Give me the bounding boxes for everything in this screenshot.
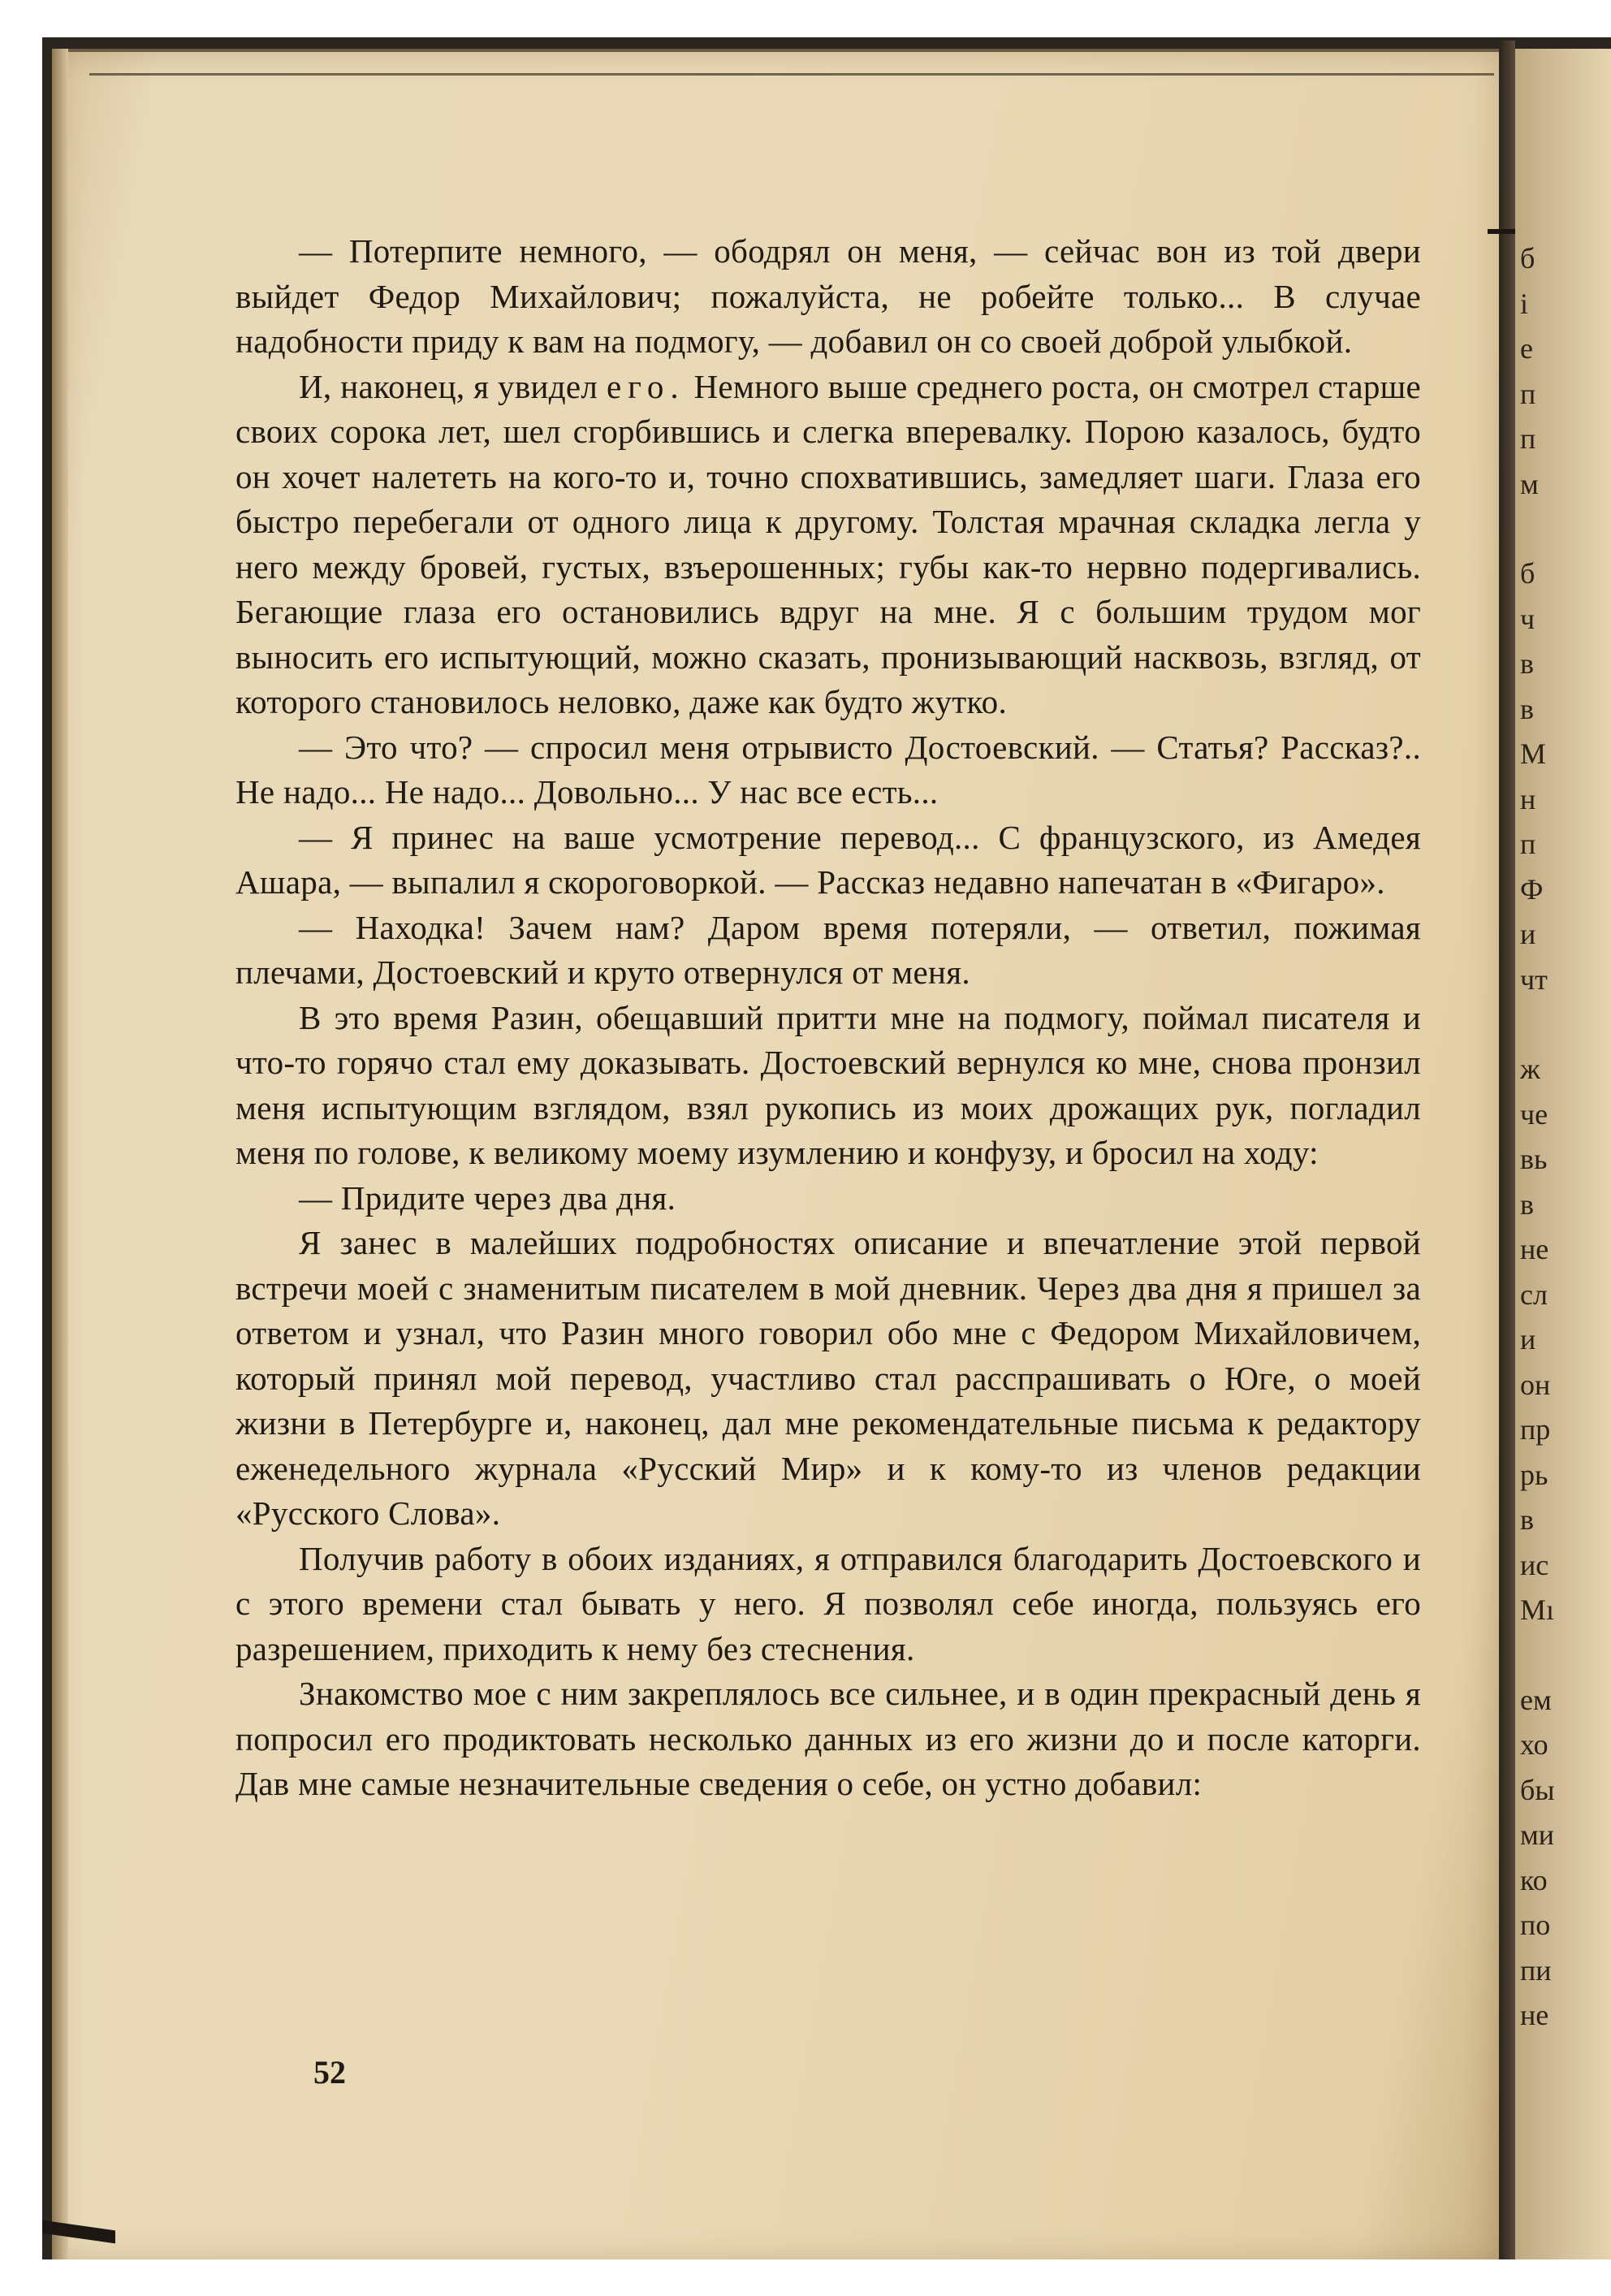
- paragraph-2-lead: И, наконец, я увидел: [299, 367, 598, 405]
- paragraph-2-emphasis: его.: [606, 367, 685, 405]
- next-page-fragment: ми: [1520, 1818, 1555, 1851]
- next-page-fragment: Mı: [1520, 1593, 1555, 1626]
- next-page-fragment: бы: [1520, 1773, 1555, 1806]
- page-left-edge: [52, 49, 68, 2259]
- next-page-fragment: п: [1520, 828, 1536, 860]
- next-page-fragment: б: [1520, 242, 1535, 275]
- book-gutter: [1499, 41, 1515, 2259]
- next-page-fragment: ж: [1520, 1053, 1540, 1085]
- next-page-fragment: в: [1520, 1503, 1534, 1536]
- next-page-fragment: Ф: [1520, 872, 1544, 906]
- next-page-fragment: не: [1520, 1233, 1549, 1265]
- next-page-fragment: вь: [1520, 1143, 1548, 1175]
- next-page-fragment: і: [1520, 287, 1529, 320]
- next-page-fragment: он: [1520, 1368, 1551, 1401]
- next-page-fragment: по: [1520, 1909, 1551, 1941]
- paragraph-9: Получив работу в обоих изданиях, я отправился благодарить Достоевского и с этого времени стал бывать у него. Я позволял себе иногда, пользуясь его разрешением, приходить к нему без стеснения.: [235, 1539, 1421, 1667]
- next-page-fragment: и: [1520, 1323, 1536, 1356]
- next-page-fragment: в: [1520, 1187, 1534, 1221]
- next-page-fragment: хо: [1520, 1728, 1548, 1761]
- next-page-fragment: н: [1520, 782, 1536, 815]
- paragraph-10: Знакомство мое с ним закреплялось все сильнее, и в один прекрасный день я попросил его продиктовать несколько данных из его жизни до и после каторги. Дав мне самые незначительные сведения о себе, он устно добавил:: [235, 1675, 1421, 1802]
- next-page-fragment: сл: [1520, 1278, 1548, 1311]
- paragraph-5: — Находка! Зачем нам? Даром время потеряли, — ответил, пожимая плечами, Достоевский и круто отвернулся от меня.: [235, 908, 1421, 991]
- next-page-fragment: чт: [1520, 962, 1548, 996]
- next-page-fragment: ко: [1520, 1863, 1548, 1896]
- next-page-fragment: м: [1520, 467, 1539, 500]
- next-page-fragment: е: [1520, 332, 1533, 365]
- next-page-fragment: пр: [1520, 1413, 1551, 1446]
- paragraph-7: — Придите через два дня.: [299, 1178, 676, 1217]
- paragraph-1: — Потерпите немного, — ободрял он меня, — сейчас вон из той двери выйдет Федор Михайлович; пожалуйста, не робейте только... В случае надобности приду к вам на подмогу, — добавил он со своей доброй улыбкой.: [235, 232, 1421, 360]
- next-page-fragment: п: [1520, 377, 1536, 410]
- next-page-fragment: ис: [1520, 1548, 1549, 1581]
- bottom-margin: [42, 2259, 1611, 2296]
- next-page-fragment: не: [1520, 1999, 1549, 2031]
- next-page-fragment: че: [1520, 1097, 1548, 1131]
- page-top-rule: [89, 73, 1494, 76]
- next-page-fragment: ем: [1520, 1683, 1552, 1716]
- paragraph-2: [235, 365, 1421, 725]
- page-body-text: [235, 229, 1421, 1807]
- next-page-fragment: и: [1520, 918, 1536, 950]
- next-page-fragment: в: [1520, 647, 1534, 680]
- paragraph-6: В это время Разин, обещавший притти мне на подмогу, поймал писателя и что-то горячо стал ему доказывать. Достоевский вернулся ко мне, снова пронзил меня испытующим взглядом, взял рукопись из моих дрожащих рук, погладил меня по голове, к великому моему изумлению и конфузу, и бросил на ходу:: [235, 998, 1421, 1171]
- next-page-edge: [1515, 49, 1611, 2259]
- paragraph-3: — Это что? — спросил меня отрывисто Достоевский. — Статья? Рассказ?.. Не надо... Не надо... Довольно... У нас все есть...: [235, 728, 1421, 811]
- next-page-fragment: в: [1520, 692, 1534, 725]
- next-page-fragment: пи: [1520, 1953, 1552, 1987]
- page-number: 52: [313, 2054, 346, 2091]
- paragraph-4: — Я принес на ваше усмотрение перевод... С французского, из Амедея Ашара, — выпалил я скороговоркой. — Рассказ недавно напечатан в «Фигаро».: [235, 818, 1421, 901]
- paragraph-2-rest: Немного выше среднего роста, он смотрел старше своих сорока лет, шел сгорбившись и слегка вперевалку. Порою казалось, будто он хочет налететь на кого-то и, точно спохватившись, замедляет шаги. Глаза его быстро перебегали от одного лица к другому. Толстая мрачная складка легла у него между бровей, густых, взъерошенных; губы как-то нервно подергивались. Бегающие глаза его остановились вдруг на мне. Я с большим трудом мог выносить его испытующий, можно сказать, пронизывающий насквозь, взгляд, от которого становилось неловко, даже как будто жутко.: [235, 367, 1421, 720]
- next-page-fragment: рь: [1520, 1458, 1548, 1491]
- next-page-fragment: ч: [1520, 602, 1535, 635]
- paragraph-8: Я занес в малейших подробностях описание и впечатление этой первой встречи моей с знаменитым писателем в мой дневник. Через два дня я пришел за ответом и узнал, что Разин много говорил обо мне с Федором Михайловичем, который принял мой перевод, участливо стал расспрашивать о Юге, о моей жизни в Петербурге и, наконец, дал мне рекомендательные письма к редактору еженедельного журнала «Русский Мир» и к кому-то из членов редакции «Русского Слова».: [235, 1224, 1421, 1532]
- next-page-fragment: п: [1520, 422, 1536, 455]
- next-page-fragment: М: [1520, 737, 1547, 770]
- next-page-fragment: б: [1520, 557, 1535, 590]
